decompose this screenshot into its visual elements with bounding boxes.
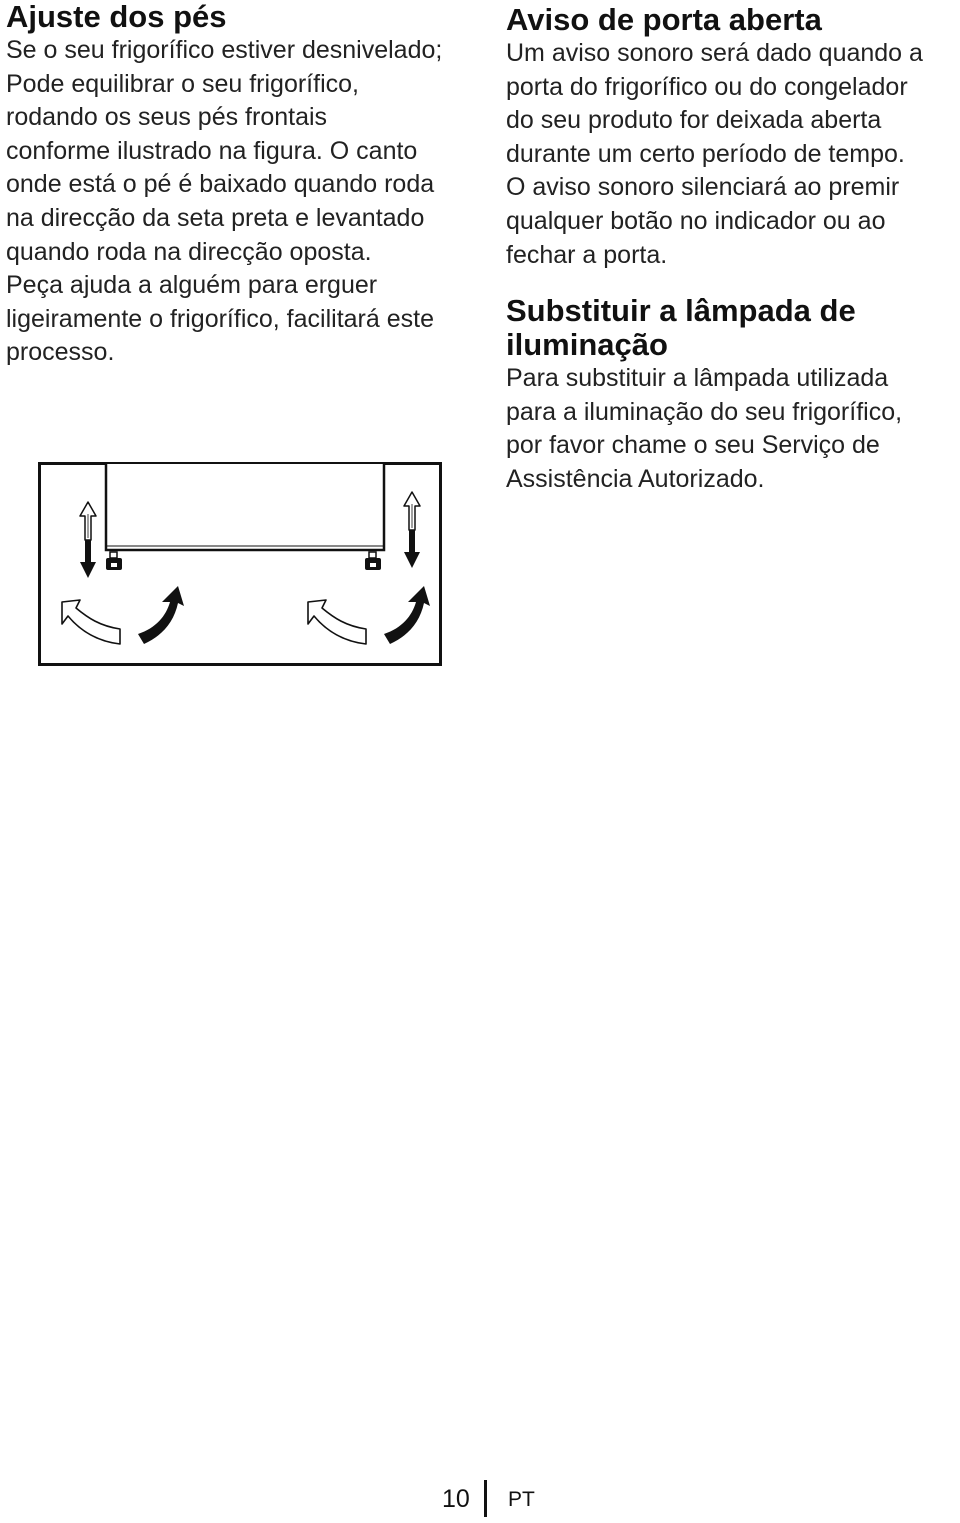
body-line: Peça ajuda a alguém para erguer: [6, 271, 378, 300]
body-line: Assistência Autorizado.: [506, 464, 765, 493]
title-line: Substituir a lâmpada de: [506, 293, 856, 329]
body-line: ligeiramente o frigorífico, facilitará este: [6, 304, 434, 333]
body-line: conforme ilustrado na figura. O canto: [6, 136, 418, 165]
body-line: qualquer botão no indicador ou ao: [506, 206, 886, 235]
feet-adjustment-title: Ajuste dos pés: [6, 0, 227, 34]
language-code: PT: [508, 1488, 535, 1511]
feet-adjustment-diagram: [38, 462, 442, 666]
body-line: durante um certo período de tempo.: [506, 139, 905, 168]
door-open-warning-title: Aviso de porta aberta: [506, 2, 822, 37]
body-line: Se o seu frigorífico estiver desnivelado;: [6, 36, 443, 64]
feet-adjustment-figure: [38, 462, 442, 666]
body-line: O aviso sonoro silenciará ao premir: [506, 173, 900, 202]
lamp-replacement-section: [506, 294, 960, 496]
page-number: 10: [442, 1485, 470, 1513]
lamp-replacement-body: [506, 362, 960, 496]
left-column: [6, 0, 476, 370]
feet-adjustment-section: [6, 0, 476, 370]
body-line: Pode equilibrar o seu frigorífico,: [6, 69, 359, 98]
body-line: para a iluminação do seu frigorífico,: [506, 397, 903, 426]
body-line: rodando os seus pés frontais: [6, 103, 328, 132]
body-line: Um aviso sonoro será dado quando a: [506, 39, 923, 67]
body-line: processo.: [6, 338, 115, 367]
page-footer: [0, 1480, 960, 1520]
right-column: [506, 0, 960, 497]
body-line: por favor chame o seu Serviço de: [506, 431, 880, 460]
body-line: onde está o pé é baixado quando roda: [6, 170, 435, 199]
title-line: iluminação: [506, 327, 668, 363]
body-line: fechar a porta.: [506, 240, 668, 269]
body-line: quando roda na direcção oposta.: [6, 237, 372, 266]
door-open-warning-body: [506, 37, 960, 272]
body-line: na direcção da seta preta e levantado: [6, 203, 425, 232]
lamp-replacement-title: [506, 294, 960, 362]
feet-adjustment-body: [6, 34, 476, 370]
footer-divider: [484, 1480, 487, 1517]
door-open-warning-section: [506, 0, 960, 272]
body-line: Para substituir a lâmpada utilizada: [506, 364, 889, 393]
body-line: porta do frigorífico ou do congelador: [506, 72, 908, 101]
fridge-body-outline: [106, 464, 384, 550]
body-line: do seu produto for deixada aberta: [506, 106, 882, 135]
